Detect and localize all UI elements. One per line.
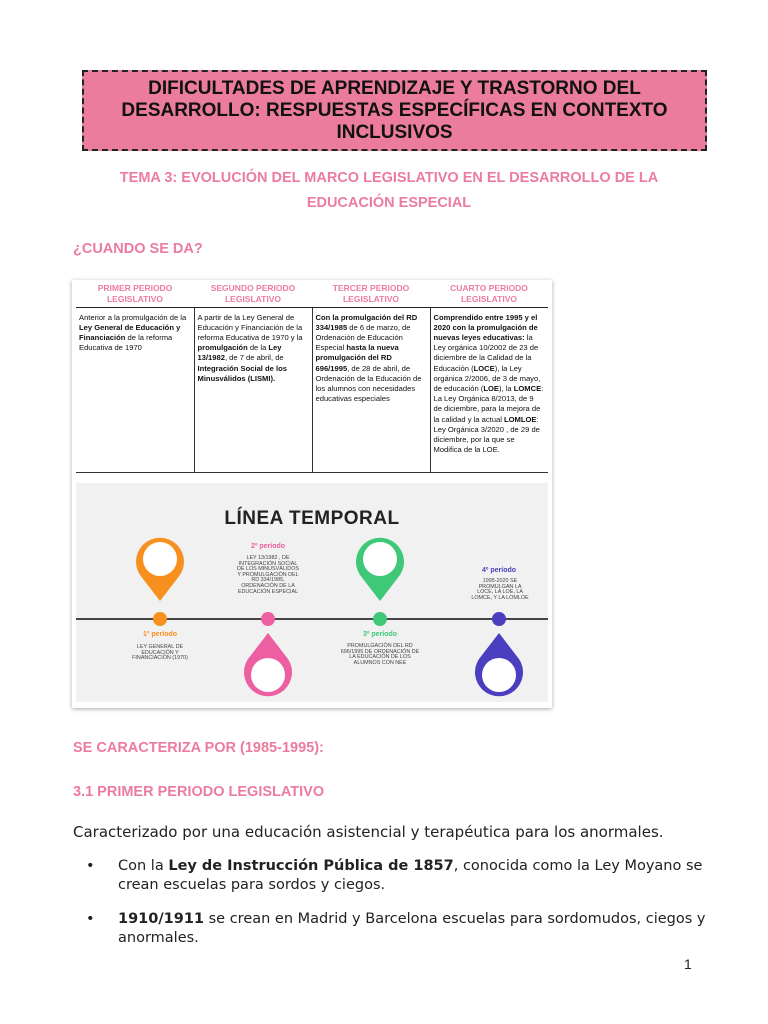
document-title: DIFICULTADES DE APRENDIZAJE Y TRASTORNO DEL DESARROLLO: RESPUESTAS ESPECÍFICAS EN CONTEXTO INCLUSIVOS [82, 70, 707, 151]
table-header-1: PRIMER PERIODO LEGISLATIVO [76, 282, 194, 307]
table-header-2: SEGUNDO PERIODO LEGISLATIVO [194, 282, 312, 307]
table-cell-1: Anterior a la promulgación de la Ley General de Educación y Financiación de la reforma Educativa de 1970 [76, 307, 194, 472]
list-item [86, 857, 706, 897]
periods-table [76, 282, 548, 473]
period-2-desc: LEY 13/1982 , DE INTEGRACIÓN SOCIAL DE LOS MINUSVÁLIDOS Y PROMULGACIÓN DEL RD 334/1985, ORDENACIÓN DE LA EDUCACIÓN ESPECIAL [236, 555, 299, 595]
list-item-text: 1910/1911 se crean en Madrid y Barcelona escuelas para sordomudos, ciegos y anormales. [118, 911, 706, 946]
timeline-infographic [76, 483, 548, 702]
section-primer-periodo: 3.1 PRIMER PERIODO LEGISLATIVO [73, 784, 325, 800]
table-header-row [76, 282, 548, 307]
period-4-label: 4º período [481, 567, 517, 574]
timeline-title: LÍNEA TEMPORAL [224, 508, 400, 529]
table-row [76, 307, 548, 472]
dot-blue [492, 612, 506, 626]
intro-paragraph: Caracterizado por una educación asistencial y terapéutica para los anormales. [73, 823, 664, 841]
list-item [86, 910, 706, 950]
topic-heading: TEMA 3: EVOLUCIÓN DEL MARCO LEGISLATIVO EN EL DESARROLLO DE LA EDUCACIÓN ESPECIAL [119, 170, 659, 211]
period-2-label: 2º período [250, 543, 286, 550]
embedded-image [72, 280, 552, 708]
table-cell-3: Con la promulgación del RD 334/1985 de 6 de marzo, de Ordenación de Educación Especial hasta la nueva promulgación del RD 696/1995, de 28 de abril, de Ordenación de la Educación de los alumnos con necesidades educativas especiales [312, 307, 430, 472]
period-4-desc: 1995-2020 SE PROMULGAN LA LOCE, LA LOE, LA LOMCE, Y LA LOMLOE [471, 578, 529, 601]
table-cell-2: A partir de la Ley General de Educación y Financiación de la reforma Educativa de 1970 y la promulgación de la Ley 13/1982, de 7 de abril, de Integración Social de los Minusválidos (LISMI). [194, 307, 312, 472]
bullet-icon: • [86, 858, 95, 874]
bullet-icon: • [86, 911, 95, 927]
table-cell-4: Comprendido entre 1995 y el 2020 con la promulgación de nuevas leyes educativas: la Ley orgánica 10/2002 de 23 de diciembre de la Calidad de la Educación (LOCE), la Ley orgánica 2/2006, de 3 de mayo, de educación (LOE), la LOMCE: La Ley Orgánica 8/2013, de 9 de diciembre, para la mejora de la calidad y la actual LOMLOE: Ley Orgánica 3/2020 , de 29 de diciembre, por la que se Modifica de la LOE. [433, 312, 544, 455]
page-number: 1 [684, 956, 692, 972]
period-3-desc: PROMULGACIÓN DEL RD 696/1995 DE ORDENACIÓN DE LA EDUCACIÓN DE LOS ALUMNOS CON NEE [340, 643, 420, 666]
period-1-desc: LEY GENERAL DE EDUCACIÓN Y FINANCIACIÓN (1970) [132, 644, 188, 662]
list-item-text: Con la Ley de Instrucción Pública de 1857, conocida como la Ley Moyano se crean escuelas para sordos y ciegos. [118, 858, 703, 893]
table-header-3: TERCER PERIODO LEGISLATIVO [312, 282, 430, 307]
period-1-label: 1º período [142, 631, 178, 638]
dot-orange [153, 612, 167, 626]
period-3-label: 3º período [362, 631, 398, 638]
dot-green [373, 612, 387, 626]
section-cuando: ¿CUANDO SE DA? [73, 241, 203, 257]
table-header-4: CUARTO PERIODO LEGISLATIVO [430, 282, 548, 307]
section-caracteriza: SE CARACTERIZA POR (1985-1995): [73, 740, 324, 756]
dot-pink [261, 612, 275, 626]
